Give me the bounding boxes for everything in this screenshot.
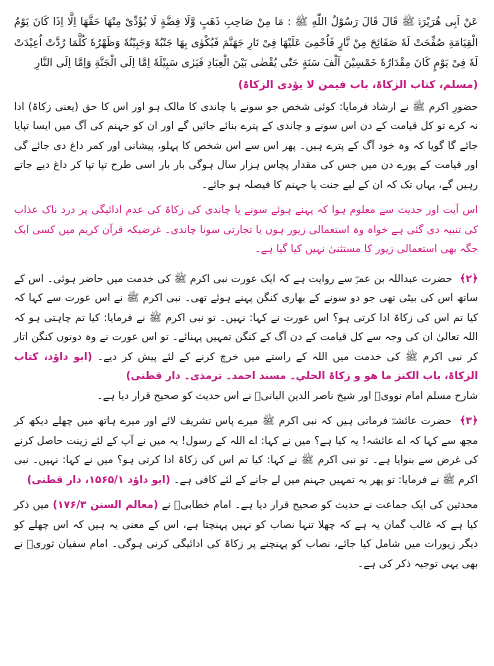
hadith-reference-line — [14, 75, 478, 95]
translation-paragraph: حضورِ اکرم ﷺ نے ارشاد فرمایا: کوئی شخص جو سونے یا چاندی کا مالک ہو اور اس کا حق (یعنی زکاۃ) ادا نہ کرے تو کل قیامت کے دن اس سونے و چاندی کے پترے بنائے جائیں گے اور ان کو جہنم کی آگ میں ایسا تپایا جائے گا گویا کہ وہ خود آگ کے پترے ہیں۔ پھر اس سے اس شخص کا پہلو، پیشانی اور کمر داغ دی جائے گی اور قیامت کے پورے دن میں جس کی مقدار پچاس ہزار سال ہوگی بار بار اسی طرح تپا تپا کر داغ دیے جاتے رہیں گے، یہاں تک کہ ان کے لیے جنت یا جہنم کا فیصلہ ہو جائے۔ — [14, 100, 478, 191]
commentary-paragraph-pink: اس آیت اور حدیث سے معلوم ہوا کہ پہنے ہوئے سونے یا چاندی کی زکاۃ کی عدم ادائیگی پر درد ناک عذاب کی تنبیہ دی گئی ہے خواہ وہ استعمالی زیور ہوں یا تجارتی سونا چاندی۔ غرضیکہ قرآن کریم میں کسی ایک جگہ بھی استعمالی زیور کا مستثنیٰ نہیں کیا گیا ہے۔ — [14, 204, 478, 255]
hadith-number-marker: ﴿۲﴾ — [459, 272, 479, 285]
hadith-3-paragraph — [14, 412, 478, 490]
hadith-reference: (مسلم، کتاب الزکاۃ، باب فیمن لا یؤدی الزکاۃ) — [238, 78, 478, 91]
hadith-3-reference: (ابو داؤد ۱۵۶۵/۱، دار قطنی) — [26, 473, 171, 486]
commentary-2-start: محدثین کی ایک جماعت نے حدیث کو صحیح قرار دیا ہے۔ امام خطابیؒ نے — [161, 499, 478, 511]
hadith-2-text: حضرت عبداللہ بن عمرؓ سے روایت ہے کہ ایک عورت نبی اکرم ﷺ کی خدمت میں حاضر ہوئی۔ اس کے ساتھ اس کی بیٹی تھی جو دو سونے کے بھاری کنگن پہنے ہوئے تھی۔ نبی اکرم ﷺ نے اس عورت سے کہا کہ کیا تم اس کی زکاۃ ادا کرتی ہو؟ اس عورت نے کہا: نہیں۔ تو نبی اکرم ﷺ نے فرمایا: کیا تم چاہتی ہو کہ اللہ تعالیٰ ان کی وجہ سے کل قیامت کے دن آگ کے کنگن تمہیں پہنائے۔ تو اس عورت نے وہ دونوں کنگن اتار کر نبی اکرم ﷺ کی خدمت میں اللہ کے راستے میں خرچ کرنے کے لئے پیش کر دیے۔ — [14, 272, 478, 363]
hadith-2-paragraph — [14, 270, 478, 407]
hadith-3-text: حضرت عائشہؓ فرماتی ہیں کہ نبی اکرم ﷺ میرے پاس تشریف لائے اور میرے ہاتھ میں چھلے دیکھ کر مجھ سے کہا کہ اے عائشہ! یہ کیا ہے؟ میں نے کہا: اے اللہ کے رسول! یہ میں نے آپ کے لئے زینت حاصل کرنے کی غرض سے بنوایا ہے۔ تو نبی اکرم ﷺ نے کہا: کیا تم اس کی زکاۃ ادا کرتی ہو؟ میں نے کہا: نہیں۔ نبی اکرم ﷺ نے فرمایا: تو پھر یہ تمہیں جہنم میں لے جانے کے لئے کافی ہے۔ — [14, 415, 478, 486]
commentary-2-reference: (معالم السنن ۱۷۶/۳) — [52, 499, 159, 511]
commentary-2-end: میں ذکر کیا ہے کہ غالب گمان یہ ہے کہ چھلا تنہا نصاب کو نہیں پہنچتا ہے، اس کے معنی یہ ہیں کہ اس چھلے کو دیگر زیورات میں شامل کیا جائے، نصاب کو پہنچنے پر زکاۃ کی ادائیگی کرنی ہوگی۔ امام سفیان ثوریؒ نے بھی یہی توجیہ ذکر کی ہے۔ — [14, 499, 478, 570]
hadith-number-marker: ﴿۳﴾ — [459, 415, 479, 427]
hadith-2-reference: (ابو داؤد، کتاب الزکاۃ، باب الکنز ما هو و زکاۃ الحلي۔ مسند احمد۔ ترمذی۔ دار قطنی) — [14, 350, 478, 382]
hadith-2-grading: شارح مسلم امام نوویؒ اور شیخ ناصر الدین البانیؒ نے اس حدیث کو صحیح قرار دیا ہے۔ — [96, 389, 478, 402]
hadith-arabic-text: عَنْ اَبِی هُرَیْرَۃَ ﷺ قَالَ قَالَ رَسُوْلُ اللّٰهِ ﷺ : مَا مِنْ صَاحِبِ ذَهَبٍ وَّلَا فِضَّةٍ لَا یُؤَدِّیْ مِنْهَا حَقَّهَا اِلَّا اِذَا کَانَ یَوْمُ الْقِیَامَةِ صُفِّحَتْ لَهٗ صَفَائِحَ مِنْ نَّارٍ فَاُحْمِیَ عَلَیْهَا فِیْ نَارِ جَهَنَّمَ فَیُکْوٰی بِهَا جَنْبُهٗ وَجَبِیْنُهٗ وَظَهْرُهٗ کُلَّمَا رُدَّتْ اُعِیْدَتْ لَهٗ فِیْ یَوْمٍ کَانَ مِقْدَارُهٗ خَمْسِیْنَ اَلْفَ سَنَةٍ حَتّٰی یُقْضٰی بَیْنَ الْعِبَادِ فَیَرٰی سَبِیْلَهٗ اِمَّا اِلَی الْجَنَّةِ وَاِمَّا اِلَی النَّارِ — [14, 16, 478, 69]
commentary-paragraph — [14, 496, 478, 574]
